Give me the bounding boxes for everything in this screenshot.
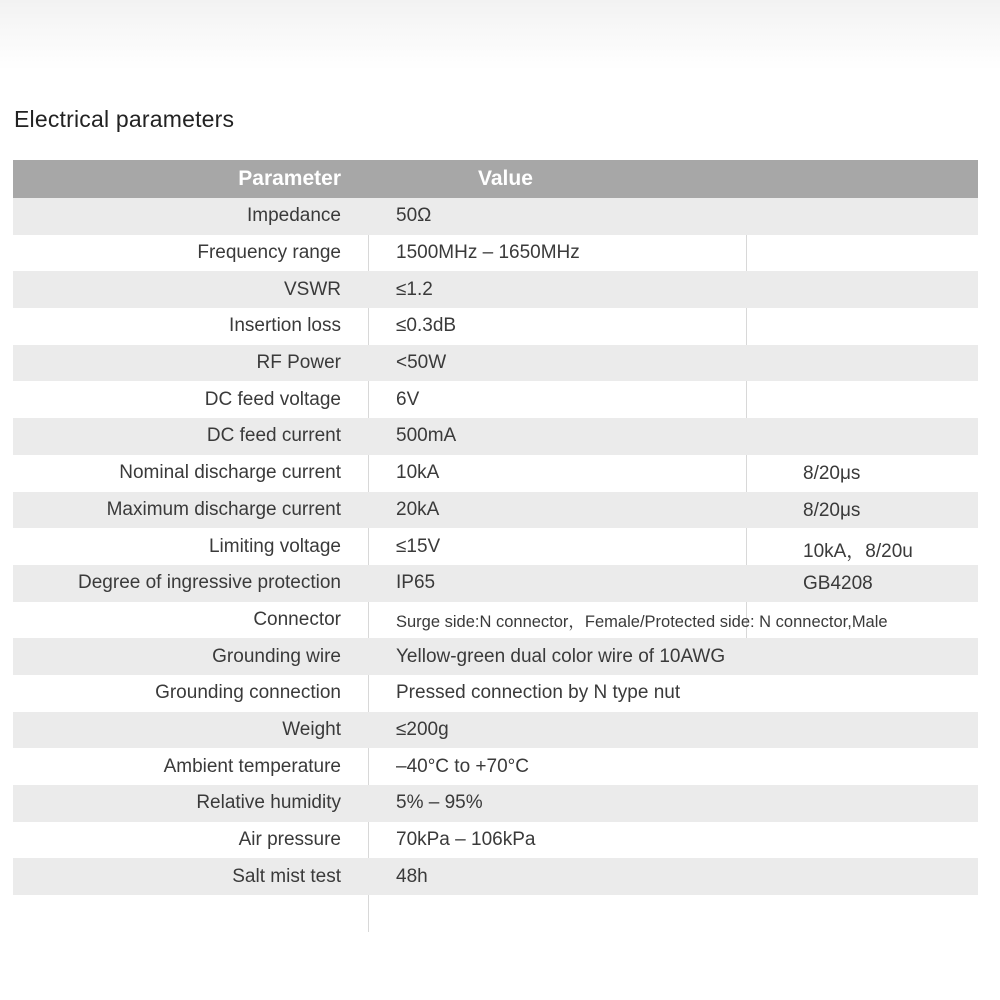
note-cell: 8/20μs — [803, 499, 861, 521]
value-cell: ≤1.2 — [396, 278, 433, 300]
table-row — [13, 492, 978, 529]
table-row — [13, 675, 978, 712]
value-cell: 500mA — [396, 425, 457, 447]
parameter-cell: Limiting voltage — [208, 535, 341, 557]
note-cell: 8/20μs — [803, 462, 861, 484]
value-cell: ≤200g — [396, 718, 449, 740]
table-row — [13, 198, 978, 235]
parameter-cell: Relative humidity — [196, 792, 341, 814]
parameter-cell: Salt mist test — [232, 865, 341, 887]
value-cell: 48h — [396, 865, 428, 887]
parameter-cell: VSWR — [284, 278, 341, 300]
parameter-cell: Impedance — [246, 205, 341, 227]
value-cell: ≤15V — [396, 535, 441, 557]
parameter-cell: Maximum discharge current — [106, 498, 341, 520]
value-cell: –40°C to +70°C — [396, 755, 529, 777]
table-row — [13, 455, 978, 492]
table-row — [13, 381, 978, 418]
parameter-cell: DC feed voltage — [204, 388, 341, 410]
header-parameter: Parameter — [238, 167, 341, 190]
parameter-cell: Connector — [253, 608, 341, 630]
parameter-cell: Nominal discharge current — [119, 462, 341, 484]
parameter-cell: Weight — [282, 718, 341, 740]
table-row — [13, 565, 978, 602]
table-row — [13, 785, 978, 822]
value-cell: 6V — [396, 388, 420, 410]
value-cell: <50W — [396, 352, 447, 374]
table-row — [13, 345, 978, 382]
table-row — [13, 712, 978, 749]
value-cell: ≤0.3dB — [396, 315, 457, 337]
parameter-cell: Grounding connection — [155, 682, 341, 704]
parameter-cell: RF Power — [256, 352, 341, 374]
parameter-cell: Air pressure — [238, 829, 341, 851]
parameter-cell: Ambient temperature — [163, 755, 341, 777]
section-title: Electrical parameters — [14, 106, 235, 132]
value-cell: Surge side:N connector，Female/Protected side: N connector,Male — [396, 612, 888, 631]
header-value: Value — [478, 167, 533, 190]
value-cell: 5% – 95% — [396, 792, 483, 814]
parameter-cell: Grounding wire — [212, 645, 341, 667]
table-row — [13, 528, 978, 565]
note-cell: 10kA，8/20u — [803, 541, 913, 563]
table-row — [13, 822, 978, 859]
value-cell: Yellow-green dual color wire of 10AWG — [396, 645, 726, 667]
table-body — [13, 198, 978, 895]
value-cell: 1500MHz – 1650MHz — [396, 242, 580, 264]
table-row — [13, 271, 978, 308]
table-row — [13, 235, 978, 272]
value-cell: 70kPa – 106kPa — [396, 829, 536, 851]
parameter-cell: DC feed current — [206, 425, 341, 447]
parameter-cell: Insertion loss — [229, 315, 341, 337]
table-row — [13, 418, 978, 455]
parameter-cell: Frequency range — [197, 242, 341, 264]
table-row — [13, 638, 978, 675]
top-shade — [0, 0, 1000, 70]
table-row — [13, 602, 978, 639]
table-row — [13, 308, 978, 345]
parameters-table — [13, 160, 978, 895]
table-row — [13, 748, 978, 785]
value-cell: Pressed connection by N type nut — [396, 682, 681, 704]
table-header-row — [13, 160, 978, 198]
parameter-cell: Degree of ingressive protection — [78, 572, 341, 594]
value-cell: 20kA — [396, 498, 440, 520]
note-cell: GB4208 — [803, 572, 873, 594]
table-row — [13, 858, 978, 895]
value-cell: 10kA — [396, 462, 440, 484]
value-cell: 50Ω — [396, 205, 432, 227]
value-cell: IP65 — [396, 572, 436, 594]
